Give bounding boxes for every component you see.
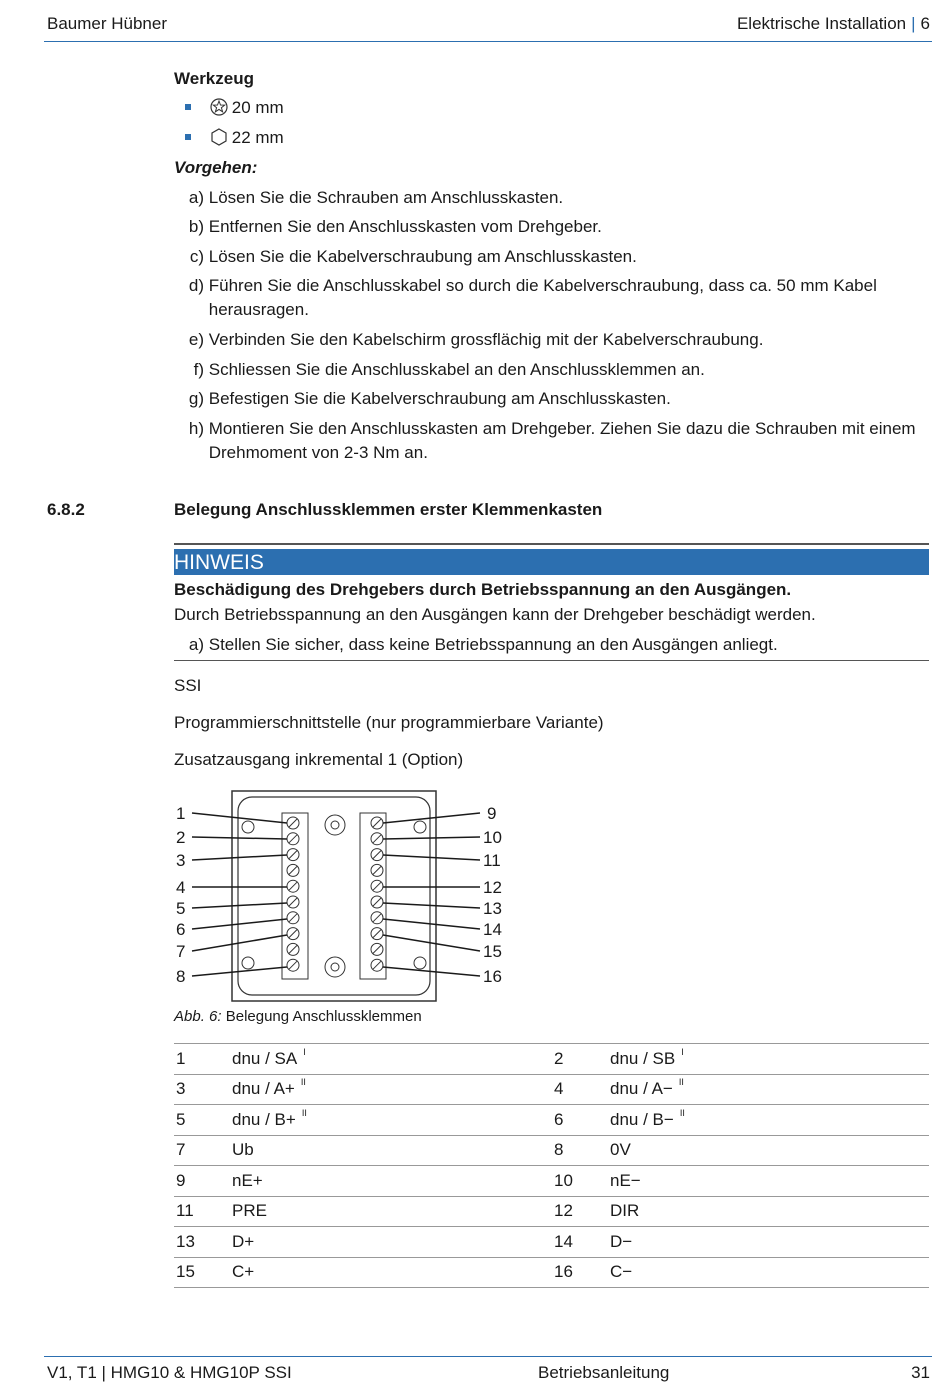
pin-number: 3 (176, 1079, 186, 1099)
terminal-label-1: 1 (176, 804, 186, 823)
header-chapter-number: 6 (920, 14, 930, 33)
pin-number-cell (552, 1105, 610, 1136)
leader-line (192, 967, 287, 976)
center-screw-icon (325, 815, 345, 835)
pin-number-cell (174, 1166, 232, 1197)
pin-number: 7 (176, 1140, 186, 1160)
pin-number: 14 (554, 1231, 573, 1251)
pin-number-cell (552, 1257, 610, 1288)
pin-signal: Ub (232, 1140, 254, 1160)
step-text: Befestigen Sie die Kabelverschraubung am Anschlusskasten. (208, 389, 671, 408)
pin-number-cell (174, 1044, 232, 1075)
notice-bottom-rule (174, 660, 929, 661)
bullet (185, 104, 191, 110)
step-text: Führen Sie die Anschlusskabel so durch die Kabelverschraubung, dass ca. 50 mm Kabel herausragen. (208, 276, 877, 319)
terminal-label-14: 14 (483, 920, 502, 939)
terminal-label-8: 8 (176, 967, 186, 986)
pin-number: 8 (554, 1140, 564, 1160)
pin-number: 6 (554, 1109, 564, 1129)
step-label: a) (188, 188, 204, 207)
header-separator: | (911, 14, 916, 33)
legend-programming: Programmierschnittstelle (nur programmierbare Variante) (174, 713, 604, 732)
terminal-diagram (170, 785, 520, 1010)
pin-signal-cell (610, 1135, 929, 1166)
leader-line (192, 935, 287, 951)
leader-line (383, 903, 480, 908)
tools-heading: Werkzeug (174, 69, 254, 88)
terminal-label-11: 11 (483, 851, 501, 870)
legend-ssi: SSI (174, 676, 202, 695)
terminal-label-3: 3 (176, 851, 186, 870)
pin-number: 15 (176, 1262, 195, 1282)
pin-number-cell (174, 1074, 232, 1105)
pin-signal: PRE (232, 1201, 267, 1221)
terminal-label-4: 4 (176, 878, 186, 897)
terminal-label-12: 12 (483, 878, 502, 897)
leader-line (192, 837, 287, 839)
header-company: Baumer Hübner (47, 14, 168, 33)
pin-signal: dnu / A− (610, 1079, 673, 1099)
procedure-heading: Vorgehen: (174, 158, 258, 177)
step-text: Lösen Sie die Schrauben am Anschlusskasten. (208, 188, 564, 207)
pin-number: 5 (176, 1109, 186, 1129)
tool-item-hex (185, 128, 284, 148)
procedure-step (174, 245, 924, 269)
pin-number: 12 (554, 1201, 573, 1221)
notice-top-rule (174, 543, 929, 545)
pin-signal-cell (232, 1196, 552, 1227)
legend-incremental: Zusatzausgang inkremental 1 (Option) (174, 750, 464, 769)
corner-screw-icon (242, 957, 254, 969)
procedure-step (174, 186, 924, 210)
notice-label: HINWEIS (174, 549, 929, 575)
pin-signal-cell (232, 1257, 552, 1288)
step-label: h) (188, 419, 204, 438)
pin-number: 9 (176, 1170, 186, 1190)
pin-signal-cell (232, 1044, 552, 1075)
step-text: Verbinden Sie den Kabelschirm grossflächig mit der Kabelverschraubung. (208, 330, 764, 349)
pin-number: 13 (176, 1231, 195, 1251)
corner-screw-icon (242, 821, 254, 833)
pin-signal: C+ (232, 1262, 255, 1282)
terminal-label-7: 7 (176, 942, 186, 961)
terminal-label-10: 10 (483, 828, 502, 847)
pin-number-cell (552, 1227, 610, 1258)
procedure-step (174, 387, 924, 411)
step-text: Stellen Sie sicher, dass keine Betriebsspannung an den Ausgängen anliegt. (208, 635, 778, 654)
leader-line (192, 813, 287, 823)
hex-wrench-icon (210, 128, 228, 146)
pin-number: 16 (554, 1262, 573, 1282)
pin-signal: nE+ (232, 1170, 263, 1190)
procedure-step (174, 328, 924, 352)
header-chapter (737, 14, 930, 34)
pin-footnote-mark: I (681, 1046, 684, 1057)
pin-footnote-mark: II (300, 1077, 306, 1088)
table-row (174, 1135, 929, 1166)
terminal-screws (287, 817, 383, 971)
terminal-label-16: 16 (483, 967, 502, 986)
pin-footnote-mark: II (678, 1077, 684, 1088)
pin-footnote-mark: II (679, 1107, 685, 1118)
center-screw-icon (325, 957, 345, 977)
table-row (174, 1227, 929, 1258)
corner-screw-icon (414, 821, 426, 833)
step-text: Entfernen Sie den Anschlusskasten vom Drehgeber. (208, 217, 602, 236)
step-label: f) (193, 360, 204, 379)
terminal-box-inner (238, 797, 430, 995)
pin-number: 10 (554, 1170, 573, 1190)
footer-document-type: Betriebsanleitung (538, 1363, 670, 1382)
pin-signal-cell (610, 1257, 929, 1288)
footer-rule (44, 1356, 932, 1357)
notice-headline: Beschädigung des Drehgebers durch Betriebsspannung an den Ausgängen. (174, 580, 792, 599)
terminal-label-13: 13 (483, 899, 502, 918)
table-row (174, 1257, 929, 1288)
section-title: Belegung Anschlussklemmen erster Klemmenkasten (174, 500, 603, 519)
pin-footnote-mark: I (303, 1046, 306, 1057)
procedure-step (174, 215, 924, 239)
pin-signal: nE− (610, 1170, 641, 1190)
table-row (174, 1044, 929, 1075)
tool-size-label: 20 mm (231, 98, 284, 117)
footer-document-id: V1, T1 | HMG10 & HMG10P SSI (47, 1363, 292, 1382)
table-row (174, 1074, 929, 1105)
pin-signal-cell (610, 1074, 929, 1105)
figure-caption (174, 1008, 422, 1025)
pin-number: 4 (554, 1079, 564, 1099)
leader-line (383, 919, 480, 929)
footer-page-number: 31 (911, 1363, 930, 1382)
procedure-step (174, 417, 924, 465)
pin-number-cell (174, 1196, 232, 1227)
pin-signal: C− (610, 1262, 633, 1282)
pin-number-cell (552, 1074, 610, 1105)
pin-signal-cell (610, 1044, 929, 1075)
notice-step (174, 633, 924, 657)
leader-line (383, 855, 480, 860)
pin-number-cell (552, 1166, 610, 1197)
pin-signal-cell (610, 1166, 929, 1197)
step-label: d) (188, 276, 204, 295)
terminal-label-9: 9 (487, 804, 497, 823)
header-rule (44, 41, 932, 42)
pin-number-cell (174, 1105, 232, 1136)
pin-assignment-table (174, 1043, 929, 1288)
procedure-step (174, 358, 924, 382)
leader-line (383, 813, 480, 823)
pin-signal: dnu / SA (232, 1048, 298, 1068)
terminal-leaders (192, 813, 480, 976)
pin-signal: DIR (610, 1201, 640, 1221)
leader-line (192, 903, 287, 908)
pin-number-cell (552, 1135, 610, 1166)
pin-number: 11 (176, 1201, 194, 1221)
pin-number: 2 (554, 1048, 564, 1068)
pin-number-cell (174, 1135, 232, 1166)
procedure-step (174, 274, 924, 322)
step-label: g) (188, 389, 204, 408)
header-chapter-title: Elektrische Installation (736, 14, 907, 33)
pin-signal-cell (232, 1135, 552, 1166)
bullet (185, 134, 191, 140)
pin-footnote-mark: II (301, 1107, 307, 1118)
table-row (174, 1196, 929, 1227)
leader-line (383, 967, 480, 976)
pin-number-cell (552, 1044, 610, 1075)
leader-line (383, 837, 480, 839)
notice-body: Durch Betriebsspannung an den Ausgängen kann der Drehgeber beschädigt werden. (174, 605, 816, 624)
step-label: b) (188, 217, 204, 236)
table-row (174, 1105, 929, 1136)
tool-size-label: 22 mm (231, 128, 284, 147)
terminal-label-2: 2 (176, 828, 186, 847)
pin-signal-cell (232, 1166, 552, 1197)
corner-screw-icon (414, 957, 426, 969)
terminal-label-15: 15 (483, 942, 502, 961)
caption-text: Belegung Anschlussklemmen (225, 1008, 422, 1025)
leader-line (192, 855, 287, 860)
step-label: e) (188, 330, 204, 349)
pin-number-cell (174, 1227, 232, 1258)
pin-signal: dnu / B− (610, 1109, 674, 1129)
pin-signal: dnu / B+ (232, 1109, 296, 1129)
pin-signal: D− (610, 1231, 633, 1251)
step-label: a) (188, 635, 204, 654)
step-label: c) (189, 247, 204, 266)
pin-signal: D+ (232, 1231, 255, 1251)
terminal-label-6: 6 (176, 920, 186, 939)
pin-number-cell (552, 1196, 610, 1227)
pin-signal-cell (232, 1074, 552, 1105)
torx-icon (210, 98, 228, 116)
step-text: Schliessen Sie die Anschlusskabel an den Anschlussklemmen an. (208, 360, 705, 379)
leader-line (383, 935, 480, 951)
pin-signal: dnu / SB (610, 1048, 676, 1068)
pin-signal-cell (232, 1105, 552, 1136)
tool-item-torx (185, 98, 284, 118)
terminal-label-5: 5 (176, 899, 186, 918)
pin-signal-cell (610, 1105, 929, 1136)
caption-prefix: Abb. 6: (174, 1008, 222, 1025)
step-text: Lösen Sie die Kabelverschraubung am Anschlusskasten. (208, 247, 637, 266)
pin-signal-cell (232, 1227, 552, 1258)
pin-signal: dnu / A+ (232, 1079, 295, 1099)
step-text: Montieren Sie den Anschlusskasten am Drehgeber. Ziehen Sie dazu die Schrauben mit einem Drehmoment von 2-3 Nm an. (208, 419, 916, 462)
table-row (174, 1166, 929, 1197)
pin-signal-cell (610, 1196, 929, 1227)
pin-number: 1 (176, 1048, 186, 1068)
pin-signal-cell (610, 1227, 929, 1258)
leader-line (192, 919, 287, 929)
pin-number-cell (174, 1257, 232, 1288)
section-number: 6.8.2 (47, 500, 85, 519)
pin-signal: 0V (610, 1140, 631, 1160)
